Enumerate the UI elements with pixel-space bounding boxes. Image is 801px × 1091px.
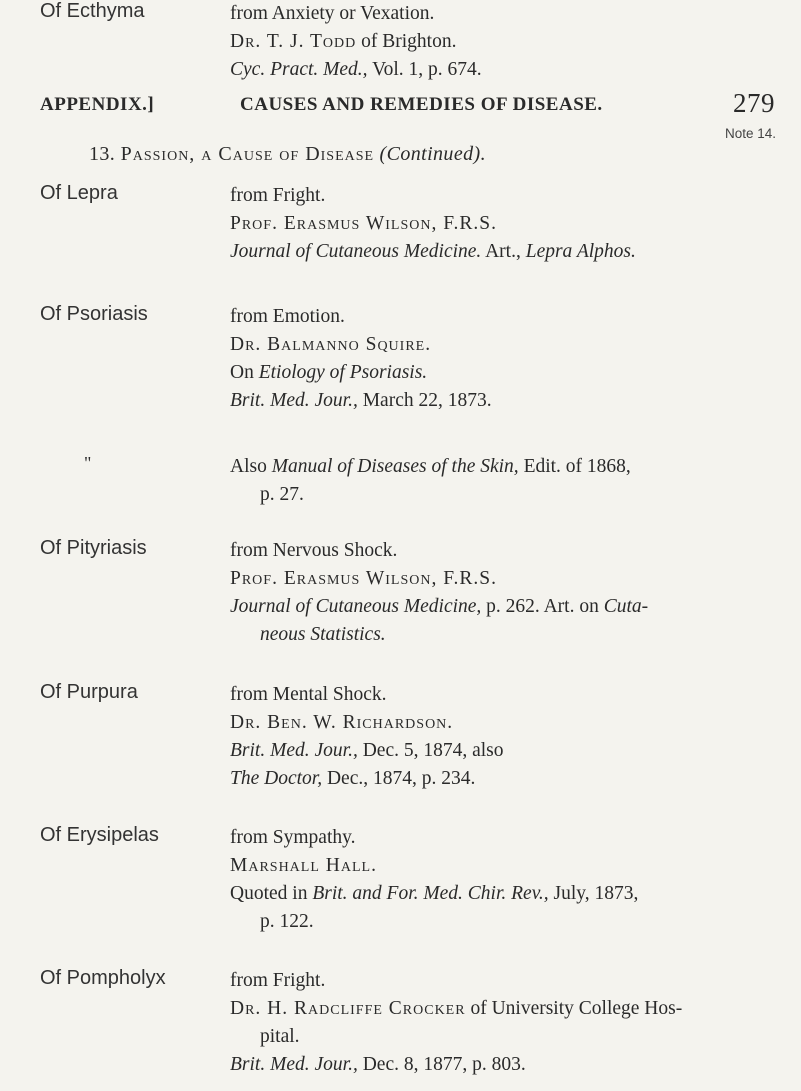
text-segment: Brit. Med. Jour., — [230, 390, 358, 411]
text-segment: p. 27. — [260, 484, 304, 505]
text-segment: of Brighton. — [356, 31, 457, 52]
text-segment: from Emotion. — [230, 306, 345, 327]
entry-line — [230, 995, 790, 1023]
text-segment: Brit. Med. Jour., — [230, 740, 358, 761]
text-segment: Quoted in — [230, 883, 313, 904]
section-number: 13. — [89, 143, 116, 165]
entry-line — [230, 880, 790, 908]
entry-text — [230, 182, 790, 266]
header-title: CAUSES AND REMEDIES OF DISEASE. — [240, 94, 603, 115]
text-segment: p. 122. — [260, 911, 314, 932]
text-segment: pital. — [260, 1026, 300, 1047]
text-segment: Journal of Cutaneous Medicine. — [230, 241, 482, 262]
text-segment: Manual of Diseases of the Skin, — [271, 456, 519, 477]
entry-text — [230, 0, 790, 84]
entry-line — [230, 709, 790, 737]
running-header — [40, 88, 775, 118]
text-segment: from Nervous Shock. — [230, 540, 398, 561]
text-segment: Dr. Balmanno Squire. — [230, 334, 432, 355]
entry-line — [230, 331, 790, 359]
text-segment: Brit. Med. Jour., — [230, 1054, 358, 1075]
entry-line — [230, 1023, 790, 1051]
text-segment: from Mental Shock. — [230, 684, 387, 705]
text-segment: p. 262. Art. on — [481, 596, 604, 617]
entry-label: Of Pompholyx — [40, 967, 166, 989]
text-segment: Dr. Ben. W. Richardson. — [230, 712, 454, 733]
text-segment: Prof. Erasmus Wilson, F.R.S. — [230, 213, 497, 234]
entry-line — [230, 1051, 790, 1079]
entry-text — [230, 681, 790, 793]
entry-label: Of Erysipelas — [40, 824, 159, 846]
entry-line — [230, 593, 790, 621]
text-segment: Lepra Alphos. — [525, 241, 636, 262]
entry-line — [230, 359, 790, 387]
text-segment: Dec., 1874, p. 234. — [322, 768, 476, 789]
entry-line — [230, 537, 790, 565]
text-segment: Etiology of Psoriasis. — [258, 362, 428, 383]
text-segment: Journal of Cutaneous Medicine, — [230, 596, 482, 617]
text-segment: On — [230, 362, 259, 383]
text-segment: neous Statistics. — [260, 624, 386, 645]
entry-line — [230, 0, 790, 28]
entry-text — [230, 824, 790, 936]
entry-text — [230, 967, 790, 1079]
entry-line — [230, 481, 790, 509]
entry-label: Of Psoriasis — [40, 303, 148, 325]
entry-line — [230, 824, 790, 852]
text-segment: The Doctor, — [230, 768, 323, 789]
entry-line — [230, 908, 790, 936]
text-segment: Also — [230, 456, 272, 477]
entry-line — [230, 737, 790, 765]
entry-label: Of Purpura — [40, 681, 138, 703]
text-segment: Brit. and For. Med. Chir. Rev., — [312, 883, 549, 904]
entry-line — [230, 967, 790, 995]
entry-line — [230, 681, 790, 709]
text-segment: from Fright. — [230, 970, 326, 991]
section-continued: (Continued). — [379, 143, 486, 165]
entry-line — [230, 387, 790, 415]
entry-line — [230, 28, 790, 56]
text-segment: Edit. of 1868, — [518, 456, 631, 477]
text-segment: Dec. 5, 1874, also — [357, 740, 504, 761]
text-segment: Cyc. Pract. Med., — [230, 59, 368, 80]
entry-line — [230, 453, 790, 481]
ditto-mark: " — [84, 453, 92, 473]
text-segment: Dr. H. Radcliffe Crocker — [230, 998, 466, 1019]
text-segment: March 22, 1873. — [357, 390, 492, 411]
page-number: 279 — [733, 88, 775, 118]
entry-line — [230, 238, 790, 266]
text-segment: Marshall Hall. — [230, 855, 377, 876]
entry-line — [230, 56, 790, 84]
entry-text — [230, 537, 790, 649]
text-segment: Cuta- — [603, 596, 649, 617]
entry-label: Of Ecthyma — [40, 0, 145, 22]
text-segment: from Sympathy. — [230, 827, 356, 848]
text-segment: from Anxiety or Vexation. — [230, 3, 435, 24]
entry-text — [230, 453, 790, 509]
section-title — [89, 143, 486, 166]
entry-line — [230, 182, 790, 210]
entry-line — [230, 210, 790, 238]
entry-label: Of Pityriasis — [40, 537, 147, 559]
text-segment: from Fright. — [230, 185, 326, 206]
text-segment: of University College Hos- — [465, 998, 683, 1019]
text-segment: Vol. 1, p. 674. — [367, 59, 482, 80]
entry-line — [230, 621, 790, 649]
entry-label: Of Lepra — [40, 182, 118, 204]
entry-line — [230, 303, 790, 331]
text-segment: Prof. Erasmus Wilson, F.R.S. — [230, 568, 497, 589]
text-segment: Dec. 8, 1877, p. 803. — [357, 1054, 526, 1075]
section-title-text: Passion, a Cause of Disease — [120, 143, 375, 165]
entry-text — [230, 303, 790, 415]
entry-line — [230, 765, 790, 793]
text-segment: Dr. T. J. Todd — [230, 31, 357, 52]
header-appendix: APPENDIX.] — [40, 94, 155, 115]
margin-note: Note 14. — [724, 126, 776, 141]
entry-line — [230, 565, 790, 593]
text-segment: July, 1873, — [548, 883, 639, 904]
text-segment: Art., — [481, 241, 526, 262]
entry-line — [230, 852, 790, 880]
